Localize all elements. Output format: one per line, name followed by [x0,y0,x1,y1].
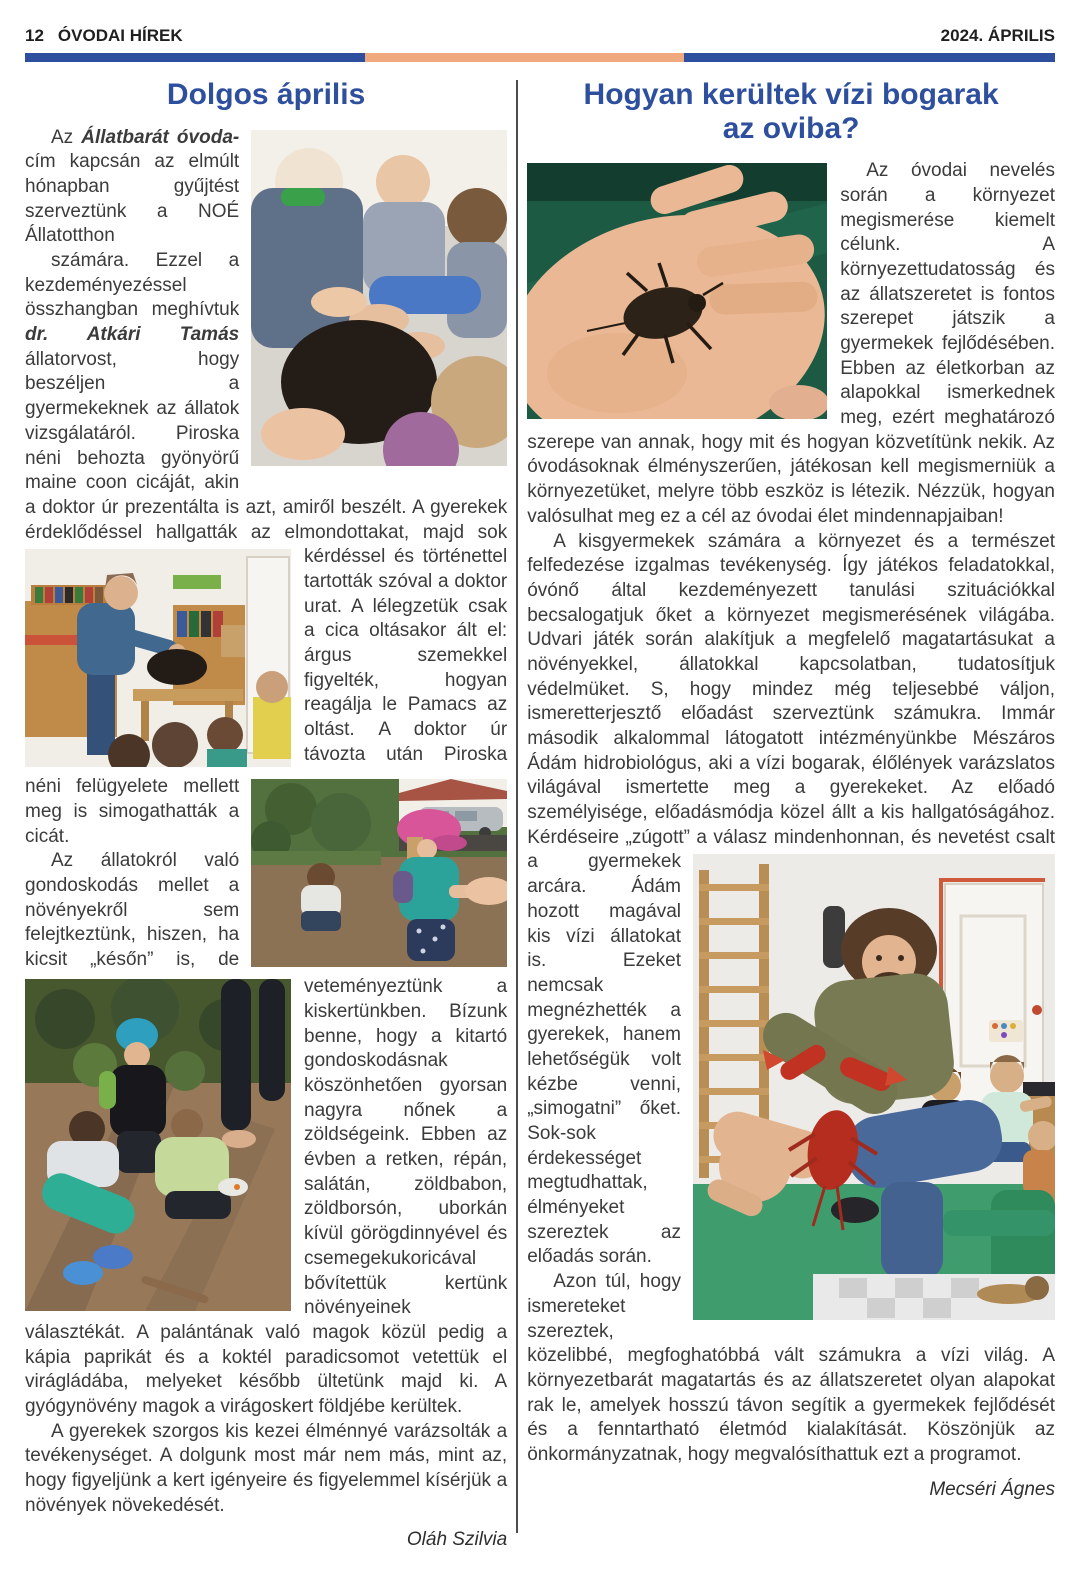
author-signature-right: Mecséri Ágnes [929,1478,1055,1500]
article-vizi-bogarak [527,74,1055,1553]
header-rule [25,53,1055,62]
photo-children-petting-cat [251,130,507,466]
title-line-1: Hogyan kerültek vízi bogarak [583,78,999,111]
photo-girl-pink-cap-garden [251,779,507,967]
title-line-2: az oviba? [722,111,860,145]
text-run-bold: Állatbarát óvoda- [81,126,240,148]
text-run: Az [51,126,82,148]
paragraph [527,530,1055,1271]
photo-water-bug-on-hand [527,163,827,419]
article-dolgos-aprilis [25,74,507,1553]
text-run: cím kapcsán az elmúlt hónapban gyűjtést szerveztünk a NOÉ Állatotthon [25,151,240,247]
text-run: majd sok kérdéssel és történettel tartották szóval a doktor urat. A lélegzetük csak a cica oltásakor ált el: árgus szemekkel figyelték, hogyan reagálja le Pamacs az oltást. [304,521,508,741]
article-title-right [527,78,1055,145]
text-run: csalt a gyermekek arcára. Ádám hozott magával kis vízi állatokat is. Ezeket nemcsak megnézhették a gyerekek, hanem lehetőségük volt kézbe venni, „simogatni” őket. Sok-sok érdekességet megtudhattak, élményeket szereztek az előadás során. [527,826,1055,1268]
text-run: számára. Ezzel a kezdeményezéssel összhangban meghívtuk [25,250,240,321]
photo-children-digging-soil [25,979,291,1311]
photo-vet-examining-cat-classroom [25,549,291,767]
issue-date: 2024. ÁPRILIS [940,26,1055,45]
text-run: Az állatokról való gondoskodás mellet a növényekről sem felejtkeztünk, hiszen, ha kicsit [25,850,240,971]
text-run-bold: dr. Atkári Tamás [25,324,240,346]
column-divider [516,80,518,1533]
photo-man-holding-crayfish [693,854,1055,1320]
paragraph [25,126,507,249]
masthead [25,26,1055,46]
text-run: állatorvost, hogy beszéljen a gyermekeknek az állatok vizsgálatáról. Piroska néni behozta gyönyörű maine coon cicáját, akin a doktor úr prezentálta is azt, amiről beszélt. A gyerekek érdeklődéssel hallgatták az elmondottakat, [25,348,508,543]
text-run: A doktor úr távozta után Piroska néni felügyelete mellett meg is simogathatták a cicát. [25,719,508,847]
text-run: A kisgyermekek számára a környezet és a természet felfedezése izgalmas tevékenység. Így játékos feladatokkal, óvónő által kezdeményezett tanulási szituációkkal becsalogatjuk őket a környezet megismerésének világába. Udvari játék során alakítjuk a megfelelő magatartásukat a növényekkel, állatokkal kapcsolatban, tudatosítjuk védelmüket. S, hogy mindez még teljesebbé váljon, ismeretterjesztő előadást szerveztünk számukra. Immár második alkalommal látogatott intézményünkbe Mészáros Ádám hidrobiológus, aki a vízi bogarak, élőlények varázslatos világával ismertette meg a gyerekeket. Az előadó személyisége, előadásmódja közel állt a kis hallgatóságához. Kérdéseire „zúgott” a válasz mindenhonnan, és nevetést [527,530,1055,848]
text-run: „későn” is, de veteményeztünk a kiskertünkben. Bízunk benne, hogy a kitartó gondoskodásnak köszönhetően gyorsan nagyra nőnek a zöldségeink. Ebben az évben a retken, répán, salátán, zöldbabon, zöldborsón, uborkán kívül görögdinnyével és csemegekukoricával bővítettük kertünk növényeinek választékát. A palántának való magok közül pedig a kápia paprikát és a koktél paradicsomot vetettük el virágládába, melyeket később ültetünk majd ki. A gyógynövény magok a virágoskert földjébe kerültek. [25,949,508,1417]
paragraph [527,159,1055,529]
page-number: 12 [25,26,44,45]
text-run: Az óvodai nevelés során a környezet megismerése kiemelt célunk. A környezettudatosság és az állatszeretet is fontos szerepet játszik a gyermekek fejlődésében. Ebben az életkorban az alapokkal ismerkednek meg, ezért meghatározó szerepe van annak, hogy mit és hogyan közvetítünk nekik. Az óvodásoknak élményszerűen, játékosan kell megismerniük a környezetüket, melyre több eszköz is létezik. Nézzük, hogyan valósulhat meg ez a cél az óvodai élet mindennapjaiban! [527,160,1055,527]
author-signature-left: Oláh Szilvia [406,1529,508,1551]
article-title-left: Dolgos április [166,78,366,111]
section-title: ÓVODAI HÍREK [57,26,183,45]
paragraph: A gyerekek szorgos kis kezei élménnyé varázsolták a tevékenységet. A dolgunk most már nem más, mint az, hogy figyeljünk a kert igényeire és figyelemmel kísérjük a növények növekedését. [25,1420,508,1516]
paragraph: Azon túl, hogy ismereteket szereztek, közelibbé, megfoghatóbbá vált számukra a vízi világ. A környezetbarát magatartás és az állatszeretet olyan alapokat rak le, amelyek hosszú távon segítik a gyermekek fejlődését és a fenntartható életmód kialakítását. Köszönjük az önkormányzatnak, hogy megvalósíthattuk ezt a programot. [527,1271,1055,1465]
